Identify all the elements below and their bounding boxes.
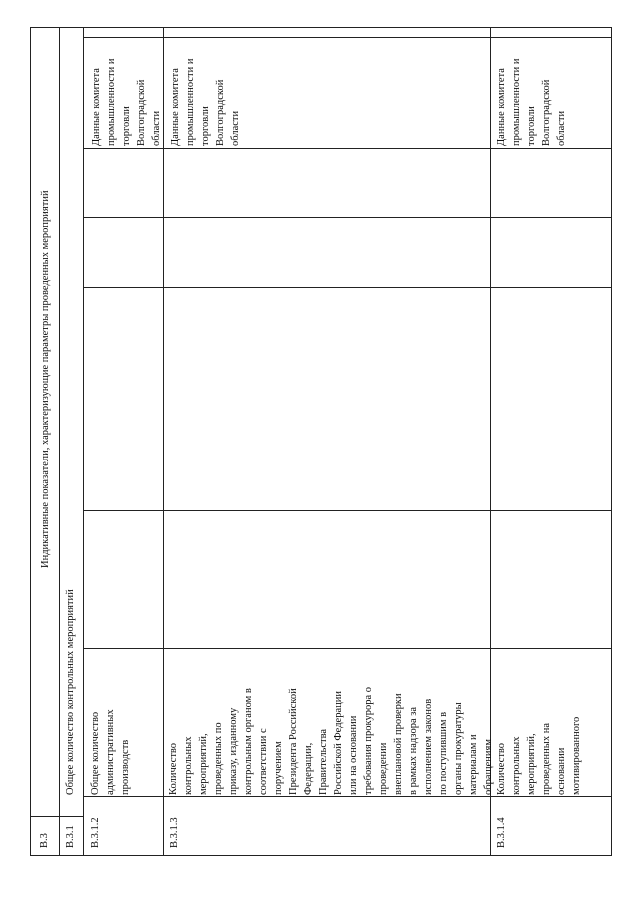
row-name-line: или на основании — [348, 715, 359, 795]
row-source-line: промышленности и — [106, 58, 117, 146]
row-name-line: в рамках надзора за — [408, 706, 419, 795]
row-source-line: Данные комитета — [170, 68, 181, 146]
row-name-line: проведенных по — [213, 722, 224, 795]
row-code: В.3.1.2 — [90, 817, 101, 848]
row-name-line: Российской Федерации — [333, 691, 344, 795]
row-name-line: органы прокуратуры — [453, 702, 464, 795]
row-name-line: исполнением законов — [423, 698, 434, 795]
row-name-line: контрольных — [183, 736, 194, 795]
row-source-line: промышленности и — [511, 58, 522, 146]
row-name-line: по поступившим в — [438, 711, 449, 795]
table-right-border — [611, 27, 612, 856]
row-source-line: Волгоградской — [136, 79, 147, 146]
column-border — [83, 217, 612, 218]
row-separator — [163, 27, 164, 856]
row-code: В.3.1.4 — [496, 817, 507, 848]
row-name-line: соответствии с — [258, 728, 269, 795]
table-left-border — [30, 27, 31, 856]
row-name-line: Количество — [496, 742, 507, 795]
row-name-line: мероприятий, — [526, 733, 537, 795]
row-source-line: промышленности и — [185, 58, 196, 146]
code-column-border — [30, 816, 83, 817]
row-source-line: области — [151, 110, 162, 146]
section-code: В.3 — [39, 833, 50, 848]
code-column-border — [83, 796, 612, 797]
row-source — [494, 38, 569, 146]
row-name-line: мотивированного — [571, 716, 582, 795]
section-title: Индикативные показатели, характеризующие параметры проведенных мероприятий — [40, 190, 51, 568]
column-border — [83, 510, 612, 511]
table-top-border — [30, 27, 612, 28]
row-separator — [59, 27, 60, 856]
row-name-line: поручением — [273, 741, 284, 795]
row-name-line: внеплановой проверки — [393, 693, 404, 795]
row-name-line: административных — [105, 709, 116, 795]
row-name-line: Правительства — [318, 728, 329, 795]
subsection-code: В.3.1 — [65, 825, 76, 848]
column-border-name — [83, 648, 612, 649]
row-name-line: контрольным органом в — [243, 688, 254, 795]
row-name-line: Общее количество — [90, 711, 101, 795]
row-name-line: приказу, изданному — [228, 707, 239, 795]
row-source — [89, 38, 164, 146]
subsection-title: Общее количество контрольных мероприятий — [65, 589, 76, 795]
row-source-line: торговли — [526, 106, 537, 146]
row-name-line: мероприятий, — [198, 733, 209, 795]
row-source — [168, 38, 243, 146]
row-name-line: требования прокурора о — [363, 687, 374, 795]
row-name-line: Федерации, — [303, 742, 314, 795]
row-name-line: основании — [556, 747, 567, 795]
row-name — [88, 650, 133, 795]
row-separator — [83, 27, 84, 856]
row-source-line: Волгоградской — [215, 79, 226, 146]
row-name-line: материалам и — [468, 734, 479, 795]
row-source-line: Волгоградской — [541, 79, 552, 146]
row-source-line: области — [230, 110, 241, 146]
row-source-line: торговли — [121, 106, 132, 146]
row-source-line: Данные комитета — [91, 68, 102, 146]
column-border — [83, 148, 612, 149]
row-name-line: Количество — [168, 742, 179, 795]
table-bottom-border — [30, 855, 612, 856]
row-name-line: проведенных на — [541, 723, 552, 795]
row-source-line: торговли — [200, 106, 211, 146]
column-border — [83, 287, 612, 288]
row-name — [494, 650, 584, 795]
row-name — [166, 650, 496, 795]
row-name-line: проведении — [378, 742, 389, 795]
row-name-line: производств — [120, 739, 131, 795]
row-name-line: контрольных — [511, 736, 522, 795]
row-code: В.3.1.3 — [169, 817, 180, 848]
row-source-line: Данные комитета — [496, 68, 507, 146]
row-name-line: обращениям — [483, 739, 494, 795]
row-source-line: области — [556, 110, 567, 146]
row-name-line: Президента Российской — [288, 688, 299, 795]
